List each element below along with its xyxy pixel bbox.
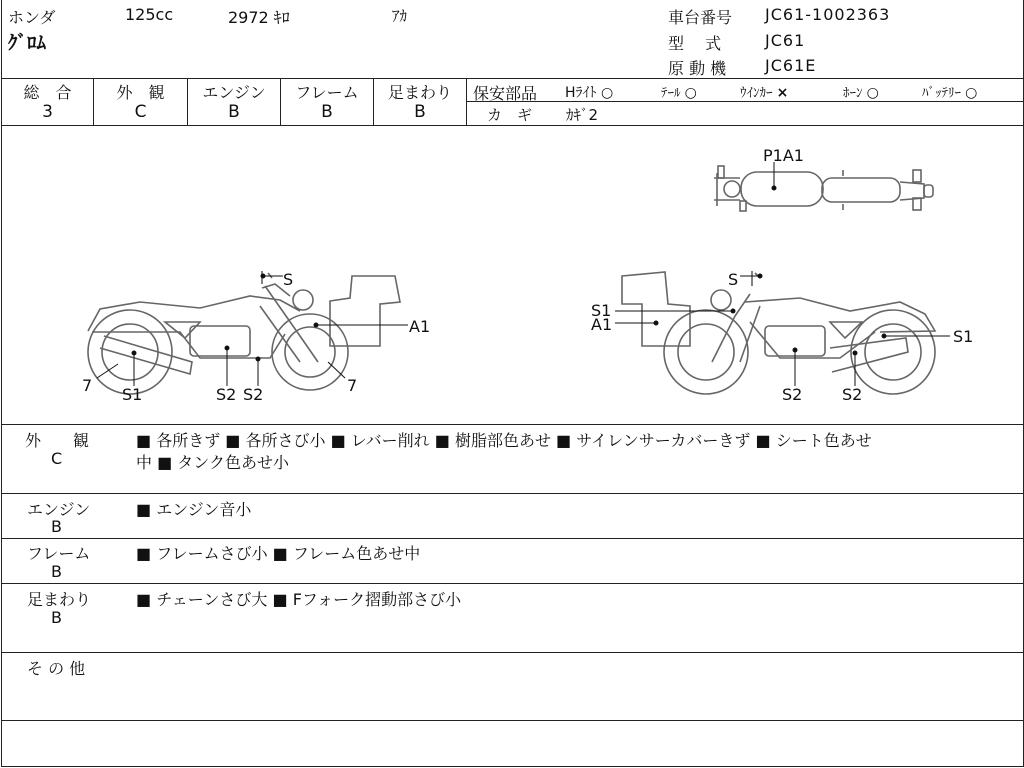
- mark-left-7b: 7: [347, 376, 358, 395]
- mark-left-a1: A1: [409, 317, 431, 336]
- mark-left-s: S: [283, 270, 294, 289]
- mark-left-s2b: S2: [243, 385, 264, 404]
- type-label: 型 式: [668, 34, 722, 53]
- mark-right-s2b: S2: [842, 385, 863, 404]
- mark-left-s1: S1: [122, 385, 143, 404]
- safety-item-headlight: [565, 82, 613, 102]
- grade-label: 足まわり: [387, 83, 452, 102]
- mark-left-7a: 7: [82, 376, 93, 395]
- mark-right-s1-left: S1: [591, 301, 612, 320]
- remark-grade: B: [51, 517, 62, 536]
- safety-item-name: Hﾗｲﾄ: [565, 85, 597, 101]
- safety-item-name: ｳｲﾝｶｰ: [740, 86, 773, 101]
- type-value: JC61: [765, 31, 806, 50]
- mark-right-s: S: [728, 270, 739, 289]
- mark-right-s2a: S2: [782, 385, 803, 404]
- grade-value: C: [134, 102, 147, 122]
- grade-label: 総 合: [23, 83, 72, 102]
- color: ｱｶ: [392, 7, 408, 25]
- grade-value: B: [414, 102, 426, 122]
- motorcycle-top-view: [714, 166, 933, 211]
- status-circle-icon: ○: [684, 85, 697, 101]
- remark-text: ■ 各所きず ■ 各所さび小 ■ レバー削れ ■ 樹脂部色あせ ■ サイレンサーカバーきず ■ シート色あせ: [136, 431, 872, 450]
- displacement: 125cc: [125, 5, 174, 24]
- safety-item-horn: [843, 82, 879, 101]
- safety-item-battery: [922, 82, 977, 101]
- maker: ホンダ: [8, 8, 56, 27]
- remark-text: ■ フレームさび小 ■ フレーム色あせ中: [136, 544, 421, 563]
- remark-text: ■ チェーンさび大 ■ Fフォーク摺動部さび小: [136, 590, 462, 609]
- remark-grade: B: [51, 608, 62, 627]
- grade-value: B: [321, 102, 333, 122]
- safety-item-name: ﾎｰﾝ: [843, 86, 863, 101]
- engine-value: JC61E: [765, 56, 817, 75]
- status-cross-icon: ×: [776, 85, 789, 101]
- grade-value: B: [228, 102, 240, 122]
- mark-right-s1-right: S1: [953, 327, 974, 346]
- motorcycle-damage-diagram: [0, 126, 1024, 424]
- remark-grade: B: [51, 562, 62, 581]
- key-label: カ ギ: [487, 106, 533, 124]
- remark-text: ■ エンジン音小: [136, 500, 252, 519]
- remark-label: 足まわり: [27, 590, 92, 609]
- frame-no-label: 車台番号: [668, 8, 733, 27]
- status-circle-icon: ○: [866, 85, 879, 101]
- frame-no: JC61-1002363: [765, 5, 891, 24]
- grade-label: 外 観: [116, 83, 165, 102]
- key-value: ｶｷﾞ2: [566, 106, 599, 124]
- remark-label: エンジン: [27, 500, 91, 519]
- remark-label: そ の 他: [27, 659, 86, 678]
- model-name: ｸﾞﾛﾑ: [8, 32, 47, 54]
- mark-top-p1a1: P1A1: [763, 146, 804, 165]
- remark-label: 外 観: [25, 431, 90, 450]
- grade-label: エンジン: [202, 83, 266, 102]
- safety-label: 保安部品: [473, 84, 538, 103]
- remark-grade: C: [51, 449, 63, 468]
- grade-value: 3: [42, 102, 53, 122]
- engine-label: 原 動 機: [668, 59, 727, 78]
- mark-left-s2a: S2: [216, 385, 237, 404]
- safety-item-name: ﾃｰﾙ: [661, 86, 681, 101]
- safety-item-winker: [740, 82, 788, 101]
- mark-right-a1: A1: [591, 315, 613, 334]
- mileage: 2972 ｷﾛ: [228, 8, 290, 27]
- remark-label: フレーム: [27, 544, 91, 563]
- motorcycle-right-side-view: [622, 271, 935, 394]
- grade-label: フレーム: [295, 83, 359, 102]
- safety-item-tail: [661, 82, 697, 101]
- remark-text: 中 ■ タンク色あせ小: [136, 453, 289, 472]
- status-circle-icon: ○: [600, 85, 614, 101]
- safety-item-name: ﾊﾞｯﾃﾘｰ: [922, 86, 961, 101]
- status-circle-icon: ○: [965, 85, 978, 101]
